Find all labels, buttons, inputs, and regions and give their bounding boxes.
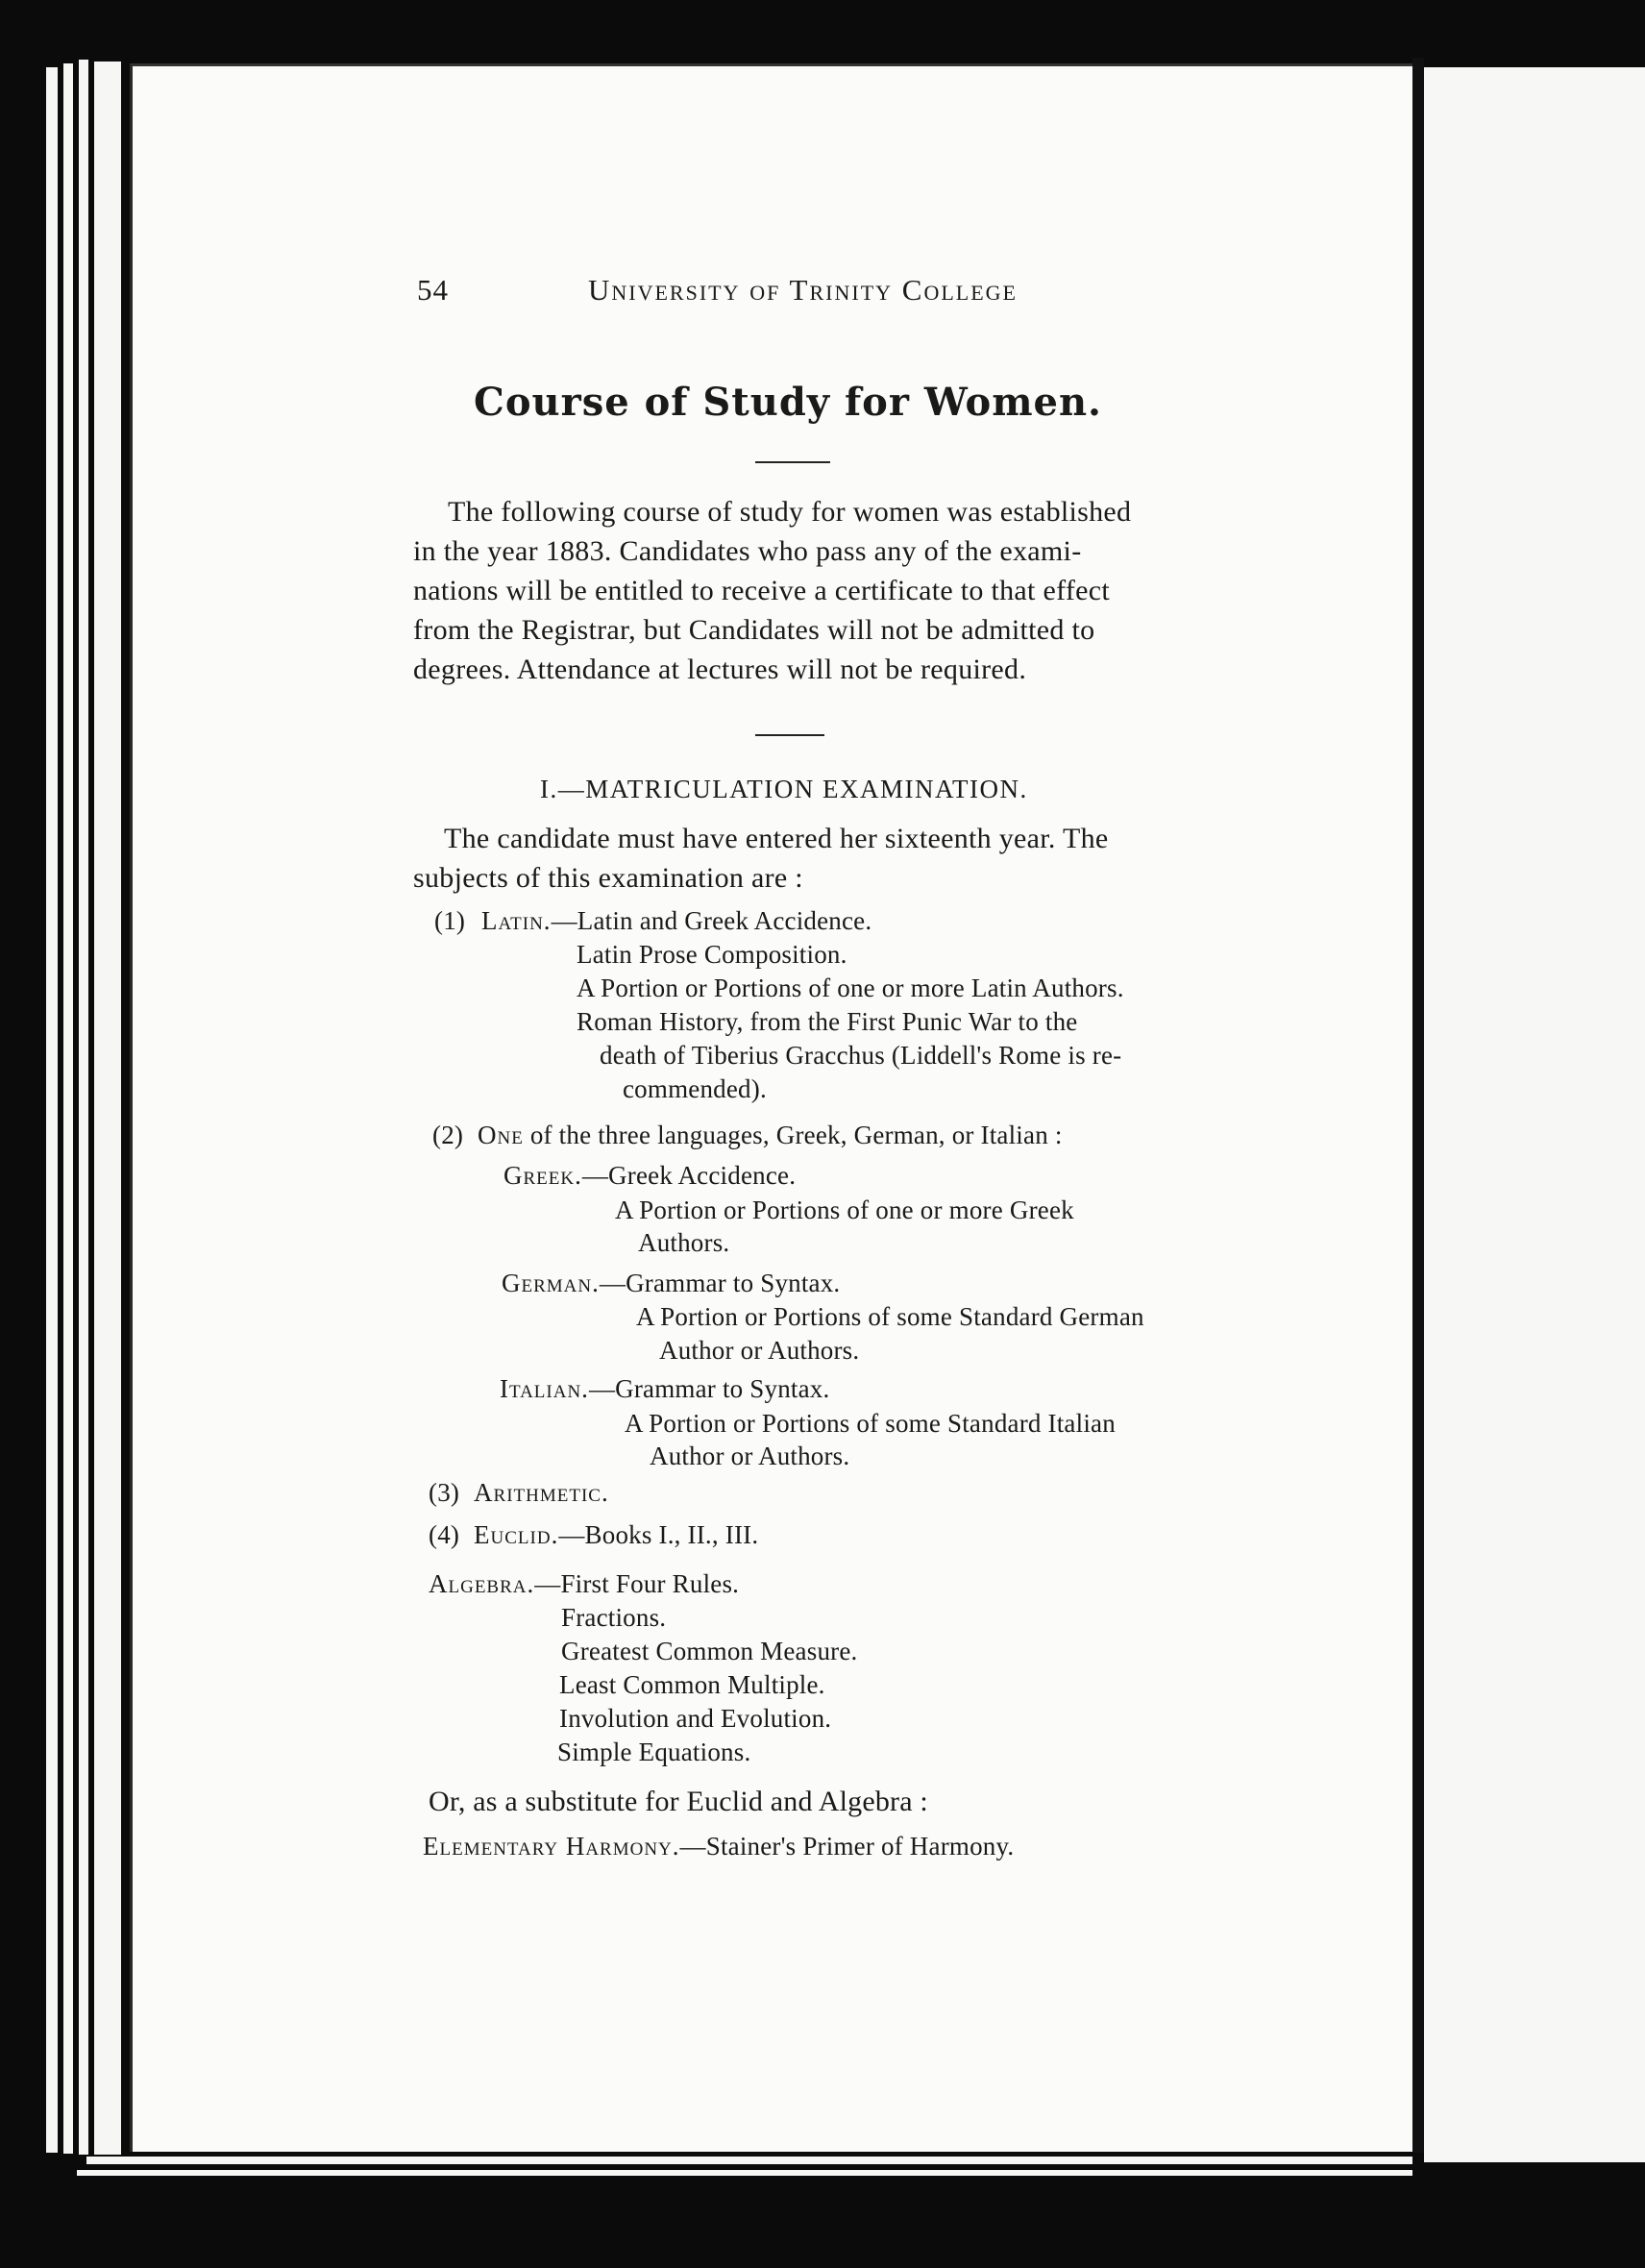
section-intro-line: subjects of this examination are : <box>413 862 803 894</box>
subject-detail: —Latin and Greek Accidence. <box>551 906 872 935</box>
section-heading: I.—MATRICULATION EXAMINATION. <box>540 775 1028 803</box>
page-title: Course of Study for Women. <box>474 380 1102 425</box>
algebra-line: Fractions. <box>561 1603 667 1632</box>
latin-line: A Portion or Portions of one or more Latin Authors. <box>577 974 1124 1002</box>
subject-label: One <box>478 1121 524 1149</box>
intro-line: degrees. Attendance at lectures will not be required. <box>413 653 1027 685</box>
subject-label: Algebra. <box>429 1569 535 1598</box>
languages-item <box>432 1121 1063 1150</box>
subject-detail: —Grammar to Syntax. <box>599 1269 841 1297</box>
page-bottom-edge <box>86 2157 1412 2164</box>
euclid-item <box>429 1520 758 1550</box>
algebra-line: Involution and Evolution. <box>559 1704 832 1733</box>
latin-line: Latin Prose Composition. <box>577 940 847 969</box>
italian-item <box>500 1374 829 1404</box>
intro-line: in the year 1883. Candidates who pass any of the exami- <box>413 535 1082 567</box>
german-line: Author or Authors. <box>659 1336 860 1365</box>
subject-label: Italian. <box>500 1374 589 1403</box>
subject-label: Elementary Harmony. <box>423 1832 680 1861</box>
algebra-line: Simple Equations. <box>557 1738 751 1766</box>
greek-line: Authors. <box>638 1228 730 1257</box>
subject-detail: —Grammar to Syntax. <box>588 1374 830 1403</box>
item-number: (1) <box>434 906 466 935</box>
subject-detail: of the three languages, Greek, German, or Italian : <box>523 1121 1063 1149</box>
page-edge <box>94 62 121 2155</box>
intro-line: nations will be entitled to receive a certificate to that effect <box>413 575 1110 606</box>
subject-detail: —Books I., II., III. <box>558 1520 759 1549</box>
latin-line: commended). <box>623 1074 767 1103</box>
page-number: 54 <box>417 273 449 307</box>
page-edge <box>79 60 88 2155</box>
subject-label: German. <box>502 1269 600 1297</box>
section-intro-line: The candidate must have entered her sixteenth year. The <box>444 823 1109 854</box>
page-bottom-edge <box>77 2170 1412 2176</box>
page-edge <box>63 63 73 2154</box>
item-number: (2) <box>432 1121 464 1149</box>
subject-detail: —First Four Rules. <box>534 1569 740 1598</box>
subject-label: Latin. <box>481 906 552 935</box>
item-number: (4) <box>429 1520 460 1549</box>
algebra-line: Greatest Common Measure. <box>561 1637 858 1665</box>
german-line: A Portion or Portions of some Standard German <box>636 1302 1144 1331</box>
arithmetic-item <box>429 1478 609 1508</box>
substitute-line: Or, as a substitute for Euclid and Algebra : <box>429 1786 928 1817</box>
item-number: (3) <box>429 1478 460 1507</box>
harmony-item <box>423 1832 1014 1861</box>
italian-line: Author or Authors. <box>650 1442 850 1470</box>
italian-line: A Portion or Portions of some Standard Italian <box>625 1409 1116 1438</box>
algebra-item <box>429 1569 739 1599</box>
subject-label: Arithmetic. <box>474 1478 609 1507</box>
running-title: University of Trinity College <box>588 273 1018 307</box>
subject-detail: —Stainer's Primer of Harmony. <box>679 1832 1015 1861</box>
title-rule <box>755 461 830 463</box>
intro-line: from the Registrar, but Candidates will not be admitted to <box>413 614 1095 646</box>
section-rule <box>755 734 824 736</box>
book-spine <box>1412 58 1424 2153</box>
intro-line: The following course of study for women was established <box>448 496 1132 528</box>
german-item <box>502 1269 840 1298</box>
subject-label: Euclid. <box>474 1520 559 1549</box>
subject-label: Greek. <box>503 1161 582 1190</box>
latin-item <box>434 906 872 936</box>
latin-line: Roman History, from the First Punic War to the <box>577 1007 1078 1036</box>
greek-line: A Portion or Portions of one or more Greek <box>615 1196 1074 1224</box>
subject-detail: —Greek Accidence. <box>581 1161 797 1190</box>
greek-item <box>503 1161 796 1191</box>
latin-line: death of Tiberius Gracchus (Liddell's Rome is re- <box>600 1041 1122 1070</box>
algebra-line: Least Common Multiple. <box>559 1670 825 1699</box>
